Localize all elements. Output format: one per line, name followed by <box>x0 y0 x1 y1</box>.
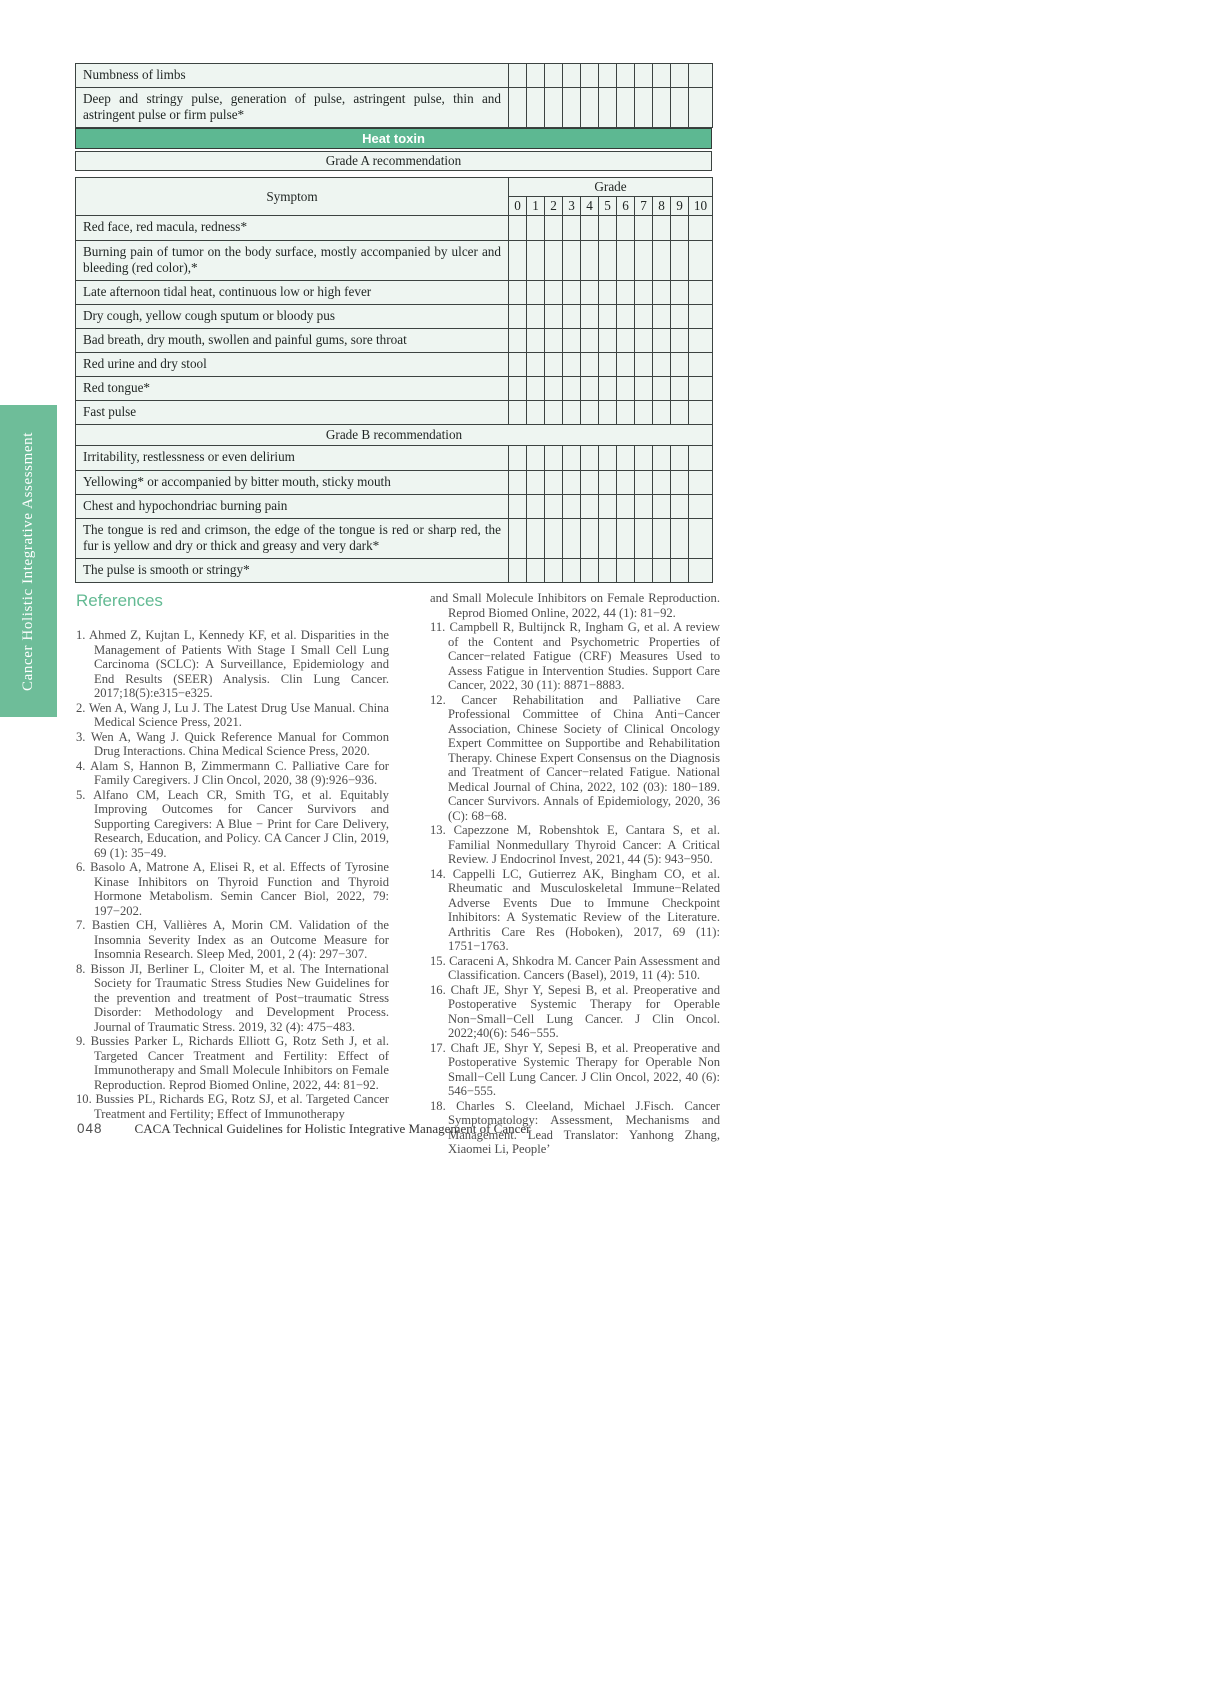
grade-cell <box>581 377 599 401</box>
references-title: References <box>76 591 163 610</box>
grade-cell <box>671 377 689 401</box>
list-item <box>76 788 389 861</box>
table-row <box>76 328 713 352</box>
grade-cell <box>599 558 617 582</box>
table-row <box>76 470 713 494</box>
grade-cell <box>563 518 581 558</box>
grade-cell <box>653 353 671 377</box>
grade-cell <box>617 401 635 425</box>
grade-cell <box>689 377 713 401</box>
table-row <box>76 216 713 240</box>
grade-cell <box>563 88 581 128</box>
symptom-cell: Red face, red macula, redness* <box>76 216 509 240</box>
grade-cell <box>689 558 713 582</box>
grade-cell <box>563 494 581 518</box>
reference-text: Capezzone M, Robenshtok E, Cantara S, et al. Familial Nonmedullary Thyroid Cancer: A Critical Review. J Endocrinol Invest, 2021, 44 (5): 943−950. <box>448 823 720 866</box>
grade-cell <box>653 518 671 558</box>
grade-cell <box>563 280 581 304</box>
grade-cell <box>599 494 617 518</box>
reference-number: 18. <box>430 1098 446 1113</box>
grade-cell <box>599 88 617 128</box>
grade-scale-cell: 6 <box>617 197 635 216</box>
grade-cell <box>581 88 599 128</box>
grade-cell <box>689 216 713 240</box>
grade-cell <box>671 446 689 470</box>
grade-cell <box>581 64 599 88</box>
grade-cell <box>635 558 653 582</box>
grade-cell <box>689 518 713 558</box>
reference-number: 15. <box>430 953 446 968</box>
reference-text: Wen A, Wang J. Quick Reference Manual for Common Drug Interactions. China Medical Science Press, 2020. <box>90 729 390 758</box>
table-row <box>76 446 713 470</box>
grade-cell <box>581 494 599 518</box>
grade-cell <box>617 328 635 352</box>
table-row <box>76 88 713 128</box>
reference-number: 8. <box>76 961 86 976</box>
grade-cell <box>509 280 527 304</box>
grade-cell <box>599 353 617 377</box>
reference-number: 11. <box>430 620 446 634</box>
list-item <box>76 1092 389 1121</box>
grade-scale-cell: 3 <box>563 197 581 216</box>
grade-cell <box>545 88 563 128</box>
grade-cell <box>545 377 563 401</box>
grade-cell <box>617 353 635 377</box>
reference-text: Bussies PL, Richards EG, Rotz SJ, et al. Targeted Cancer Treatment and Fertility; Effect of Immunotherapy <box>94 1092 389 1121</box>
grade-cell <box>509 240 527 280</box>
grade-cell <box>545 446 563 470</box>
reference-number: 17. <box>430 1040 446 1055</box>
grade-cell <box>545 558 563 582</box>
grade-cell <box>527 377 545 401</box>
grade-cell <box>635 518 653 558</box>
reference-number: 6. <box>76 860 86 874</box>
grade-cell <box>671 280 689 304</box>
grade-cell <box>545 401 563 425</box>
grade-a-recommendation-label: Grade A recommendation <box>75 151 712 171</box>
table-row <box>76 353 713 377</box>
table-row <box>76 64 713 88</box>
grade-cell <box>617 470 635 494</box>
chapter-side-tab <box>0 405 57 717</box>
grade-cell <box>581 401 599 425</box>
list-item <box>430 1041 720 1099</box>
grade-cell <box>671 304 689 328</box>
table-header-row <box>76 178 713 197</box>
grade-cell <box>581 470 599 494</box>
grade-cell <box>635 64 653 88</box>
grade-cell <box>653 328 671 352</box>
grade-cell <box>617 280 635 304</box>
grade-cell <box>527 240 545 280</box>
grade-cell <box>545 328 563 352</box>
grade-cell <box>581 240 599 280</box>
grade-cell <box>563 304 581 328</box>
grade-cell <box>653 216 671 240</box>
reference-text: Chaft JE, Shyr Y, Sepesi B, et al. Preoperative and Postoperative Systemic Therapy for Operable Non−Small−Cell Lung Cancer. J Clin Oncol. 2022;40(6): 546−555. <box>448 982 720 1040</box>
reference-text: Cancer Rehabilitation and Palliative Care Professional Committee of China Anti−Cancer Association, Chinese Society of Clinical Oncology Expert Committee on Supportibe and Rehabilitation Therapy. Chinese Expert Consensus on the Diagnosis and Treatment of Cancer−related Fatigue. National Medical Journal of China, 2022, 102 (03): 180−189. Cancer Survivors. Annals of Epidemiology, 2020, 36 (C): 68−68. <box>448 692 720 823</box>
table-row <box>76 240 713 280</box>
grade-cell <box>671 353 689 377</box>
grade-cell <box>545 304 563 328</box>
grade-cell <box>689 446 713 470</box>
grade-cell <box>653 401 671 425</box>
grade-cell <box>527 304 545 328</box>
table-row <box>76 558 713 582</box>
grade-cell <box>563 446 581 470</box>
grade-cell <box>563 353 581 377</box>
grade-cell <box>671 216 689 240</box>
grade-cell <box>617 64 635 88</box>
references-right-column <box>430 591 720 1157</box>
symptom-grading-table <box>75 177 713 583</box>
symptom-cell: Bad breath, dry mouth, swollen and painful gums, sore throat <box>76 328 509 352</box>
footer-title: CACA Technical Guidelines for Holistic Integrative Management of Cancer <box>134 1121 531 1136</box>
grade-cell <box>635 216 653 240</box>
grade-cell <box>617 304 635 328</box>
grade-cell <box>581 353 599 377</box>
grade-cell <box>545 353 563 377</box>
grade-cell <box>671 328 689 352</box>
grade-cell <box>635 240 653 280</box>
symptom-cell: Burning pain of tumor on the body surface, mostly accompanied by ulcer and bleeding (red color),* <box>76 240 509 280</box>
grade-cell <box>545 64 563 88</box>
grade-cell <box>671 494 689 518</box>
reference-text: and Small Molecule Inhibitors on Female Reproduction. Reprod Biomed Online, 2022, 44 (1): 81−92. <box>430 591 720 620</box>
grade-scale-cell: 8 <box>653 197 671 216</box>
chapter-side-tab-label: Cancer Holistic Integrative Assessment <box>20 431 36 691</box>
reference-number: 12. <box>430 692 446 707</box>
grade-cell <box>617 377 635 401</box>
grade-cell <box>563 401 581 425</box>
list-item <box>76 628 389 701</box>
grade-cell <box>689 353 713 377</box>
grade-cell <box>635 494 653 518</box>
grade-cell <box>545 470 563 494</box>
grade-cell <box>689 328 713 352</box>
grade-cell <box>563 470 581 494</box>
reference-text: Charles S. Cleeland, Michael J.Fisch. Cancer Symptomatology: Assessment, Mechanisms and Management. Lead Translator: Yanhong Zhang, Xiaomei Li, People’ <box>448 1098 720 1156</box>
list-item <box>76 730 389 759</box>
reference-text: Cappelli LC, Gutierrez AK, Bingham CO, et al. Rheumatic and Musculoskeletal Immune−Related Adverse Events Due to Immune Checkpoint Inhibitors: A Systematic Review of the Literature. Arthritis Care Res (Hoboken), 2017, 69 (11): 1751−1763. <box>448 866 720 953</box>
grade-cell <box>527 446 545 470</box>
list-item <box>430 954 720 983</box>
reference-text: Basolo A, Matrone A, Elisei R, et al. Effects of Tyrosine Kinase Inhibitors on Thyroid Function and Thyroid Hormone Metabolism. Semin Cancer Biol, 2022, 79: 197−202. <box>90 860 389 918</box>
grade-cell <box>581 446 599 470</box>
table-row <box>76 280 713 304</box>
grade-cell <box>599 328 617 352</box>
table-row <box>76 401 713 425</box>
list-item <box>430 867 720 954</box>
reference-number: 3. <box>76 729 86 744</box>
grade-scale-cell: 0 <box>509 197 527 216</box>
grade-cell <box>545 494 563 518</box>
grade-cell <box>599 446 617 470</box>
grade-cell <box>671 240 689 280</box>
grade-scale-cell: 1 <box>527 197 545 216</box>
page-number: 048 <box>77 1121 103 1136</box>
reference-text: Alam S, Hannon B, Zimmermann C. Palliative Care for Family Caregivers. J Clin Oncol, 2020, 38 (9):926−936. <box>90 758 389 787</box>
grade-cell <box>599 240 617 280</box>
grade-cell <box>581 558 599 582</box>
grade-cell <box>617 240 635 280</box>
grade-cell <box>527 216 545 240</box>
table-row <box>76 494 713 518</box>
grade-cell <box>545 240 563 280</box>
grade-cell <box>545 216 563 240</box>
grade-column-header: Grade <box>509 178 713 197</box>
reference-number: 10. <box>76 1092 92 1106</box>
grade-cell <box>635 377 653 401</box>
grade-cell <box>635 401 653 425</box>
grade-cell <box>653 304 671 328</box>
reference-number: 4. <box>76 758 86 773</box>
grade-cell <box>617 558 635 582</box>
grade-cell <box>563 558 581 582</box>
carryover-table <box>75 63 713 128</box>
grade-cell <box>689 470 713 494</box>
grade-cell <box>527 470 545 494</box>
grade-cell <box>599 304 617 328</box>
grade-cell <box>599 470 617 494</box>
grade-cell <box>563 240 581 280</box>
reference-text: Bisson JI, Berliner L, Cloiter M, et al. The International Society for Traumatic Stress Studies New Guidelines for the prevention and treatment of Post−traumatic Stress Disorder: Methodology and Development Process. Journal of Traumatic Stress. 2019, 32 (4): 475−483. <box>90 961 389 1034</box>
grade-scale-cell: 10 <box>689 197 713 216</box>
symptom-cell: Yellowing* or accompanied by bitter mouth, sticky mouth <box>76 470 509 494</box>
grade-cell <box>635 470 653 494</box>
grade-cell <box>671 470 689 494</box>
grade-cell <box>635 328 653 352</box>
grade-cell <box>617 88 635 128</box>
grade-cell <box>671 401 689 425</box>
reference-text: Bussies Parker L, Richards Elliott G, Rotz Seth J, et al. Targeted Cancer Treatment and Fertility: Effect of Immunotherapy and Small Molecule Inhibitors on Female Reproduction. Reprod Biomed Online, 2022, 44: 81−92. <box>90 1034 389 1092</box>
grade-cell <box>689 88 713 128</box>
list-item <box>430 591 720 620</box>
grade-cell <box>527 353 545 377</box>
grade-cell <box>527 280 545 304</box>
grade-cell <box>509 470 527 494</box>
reference-number: 1. <box>76 628 86 642</box>
table-row <box>76 377 713 401</box>
reference-number: 16. <box>430 982 446 997</box>
symptom-column-header: Symptom <box>76 178 509 216</box>
reference-number: 13. <box>430 823 446 837</box>
grade-cell <box>563 216 581 240</box>
grade-cell <box>509 216 527 240</box>
grade-cell <box>509 558 527 582</box>
grade-cell <box>617 216 635 240</box>
symptom-cell: Chest and hypochondriac burning pain <box>76 494 509 518</box>
reference-text: Chaft JE, Shyr Y, Sepesi B, et al. Preoperative and Postoperative Systemic Therapy for Operable Non Small−Cell Lung Cancer. J Clin Oncol, 2022, 40 (6): 546−555. <box>448 1040 720 1098</box>
grade-scale-cell: 5 <box>599 197 617 216</box>
symptom-cell: Late afternoon tidal heat, continuous low or high fever <box>76 280 509 304</box>
grade-cell <box>653 446 671 470</box>
symptom-cell: Deep and stringy pulse, generation of pulse, astringent pulse, thin and astringent pulse or firm pulse* <box>76 88 509 128</box>
page-footer <box>77 1121 531 1137</box>
grade-cell <box>689 240 713 280</box>
grade-cell <box>653 470 671 494</box>
grade-cell <box>635 304 653 328</box>
grade-cell <box>617 446 635 470</box>
grade-cell <box>563 64 581 88</box>
list-item <box>430 620 720 693</box>
grade-cell <box>653 64 671 88</box>
grade-cell <box>689 280 713 304</box>
reference-text: Wen A, Wang J, Lu J. The Latest Drug Use Manual. China Medical Science Press, 2021. <box>88 700 390 729</box>
grade-cell <box>527 558 545 582</box>
list-item <box>430 983 720 1041</box>
grade-cell <box>509 328 527 352</box>
grade-cell <box>545 518 563 558</box>
grade-cell <box>509 518 527 558</box>
reference-number: 9. <box>76 1034 86 1048</box>
grade-cell <box>509 446 527 470</box>
symptom-cell: The pulse is smooth or stringy* <box>76 558 509 582</box>
grade-cell <box>617 494 635 518</box>
grade-cell <box>581 304 599 328</box>
reference-number: 2. <box>76 700 86 715</box>
table-row <box>76 518 713 558</box>
grade-cell <box>671 518 689 558</box>
symptom-cell: Numbness of limbs <box>76 64 509 88</box>
reference-text: Campbell R, Bultijnck R, Ingham G, et al. A review of the Content and Psychometric Properties of Cancer−related Fatigue (CRF) Measures Used to Assess Fatigue in Intervention Studies. Support Care Cancer, 2022, 30 (11): 8871−8883. <box>448 620 720 692</box>
grade-cell <box>599 64 617 88</box>
grade-cell <box>653 377 671 401</box>
grade-cell <box>653 494 671 518</box>
list-item <box>76 701 389 730</box>
grade-cell <box>599 377 617 401</box>
grade-cell <box>671 558 689 582</box>
grade-cell <box>635 446 653 470</box>
grade-cell <box>527 518 545 558</box>
grade-cell <box>689 304 713 328</box>
grade-cell <box>653 240 671 280</box>
grade-cell <box>581 328 599 352</box>
grade-cell <box>599 216 617 240</box>
grade-cell <box>509 377 527 401</box>
symptom-cell: Fast pulse <box>76 401 509 425</box>
grade-cell <box>509 304 527 328</box>
symptom-cell: Red urine and dry stool <box>76 353 509 377</box>
symptom-cell: Dry cough, yellow cough sputum or bloody pus <box>76 304 509 328</box>
grade-cell <box>653 88 671 128</box>
grade-scale-cell: 4 <box>581 197 599 216</box>
grade-cell <box>581 518 599 558</box>
reference-text: Alfano CM, Leach CR, Smith TG, et al. Equitably Improving Outcomes for Cancer Survivors and Supporting Caregivers: A Blue − Print for Care Delivery, Research, Education, and Policy. CA Cancer J Clin, 2019, 69 (1): 35−49. <box>93 787 389 860</box>
grade-cell <box>509 401 527 425</box>
grade-cell <box>527 401 545 425</box>
symptom-table-block <box>75 63 712 583</box>
grade-cell <box>635 353 653 377</box>
references-left-column <box>76 628 389 1121</box>
reference-number: 14. <box>430 866 446 881</box>
grade-cell <box>509 494 527 518</box>
section-band-heat-toxin: Heat toxin <box>75 128 712 149</box>
grade-cell <box>581 216 599 240</box>
list-item <box>76 860 389 918</box>
grade-cell <box>509 88 527 128</box>
reference-number: 5. <box>76 787 86 802</box>
grade-cell <box>563 328 581 352</box>
grade-scale-cell: 2 <box>545 197 563 216</box>
grade-cell <box>599 401 617 425</box>
list-item <box>430 693 720 824</box>
grade-cell <box>671 64 689 88</box>
list-item <box>430 823 720 867</box>
table-section-row <box>76 425 713 446</box>
grade-cell <box>689 64 713 88</box>
reference-text: Ahmed Z, Kujtan L, Kennedy KF, et al. Disparities in the Management of Patients With Stage I Small Cell Lung Carcinoma (SCLC): A Surveillance, Epidemiology and End Results (SEER) Analysis. Clin Lung Cancer. 2017;18(5):e315−e325. <box>88 628 389 700</box>
reference-text: Bastien CH, Vallières A, Morin CM. Validation of the Insomnia Severity Index as an Outcome Measure for Insomnia Research. Sleep Med, 2001, 2 (4): 297−307. <box>91 918 389 961</box>
grade-cell <box>527 64 545 88</box>
grade-cell <box>689 401 713 425</box>
symptom-cell: Red tongue* <box>76 377 509 401</box>
grade-cell <box>527 88 545 128</box>
symptom-cell: Irritability, restlessness or even delirium <box>76 446 509 470</box>
table-row <box>76 304 713 328</box>
list-item <box>76 962 389 1035</box>
grade-cell <box>653 558 671 582</box>
grade-cell <box>635 88 653 128</box>
grade-cell <box>545 280 563 304</box>
grade-cell <box>599 280 617 304</box>
grade-cell <box>563 377 581 401</box>
grade-cell <box>599 518 617 558</box>
grade-cell <box>527 494 545 518</box>
grade-cell <box>671 88 689 128</box>
grade-cell <box>527 328 545 352</box>
grade-cell <box>617 518 635 558</box>
grade-b-recommendation-label: Grade B recommendation <box>76 425 713 446</box>
reference-text: Caraceni A, Shkodra M. Cancer Pain Assessment and Classification. Cancers (Basel), 2019, 11 (4): 510. <box>448 953 720 982</box>
grade-cell <box>689 494 713 518</box>
reference-number: 7. <box>76 918 86 932</box>
grade-cell <box>653 280 671 304</box>
grade-cell <box>635 280 653 304</box>
list-item <box>76 1034 389 1092</box>
grade-cell <box>581 280 599 304</box>
grade-cell <box>509 353 527 377</box>
grade-cell <box>509 64 527 88</box>
grade-scale-cell: 7 <box>635 197 653 216</box>
list-item <box>76 759 389 788</box>
list-item <box>76 918 389 962</box>
grade-scale-cell: 9 <box>671 197 689 216</box>
symptom-cell: The tongue is red and crimson, the edge of the tongue is red or sharp red, the fur is yellow and dry or thick and greasy and very dark* <box>76 518 509 558</box>
